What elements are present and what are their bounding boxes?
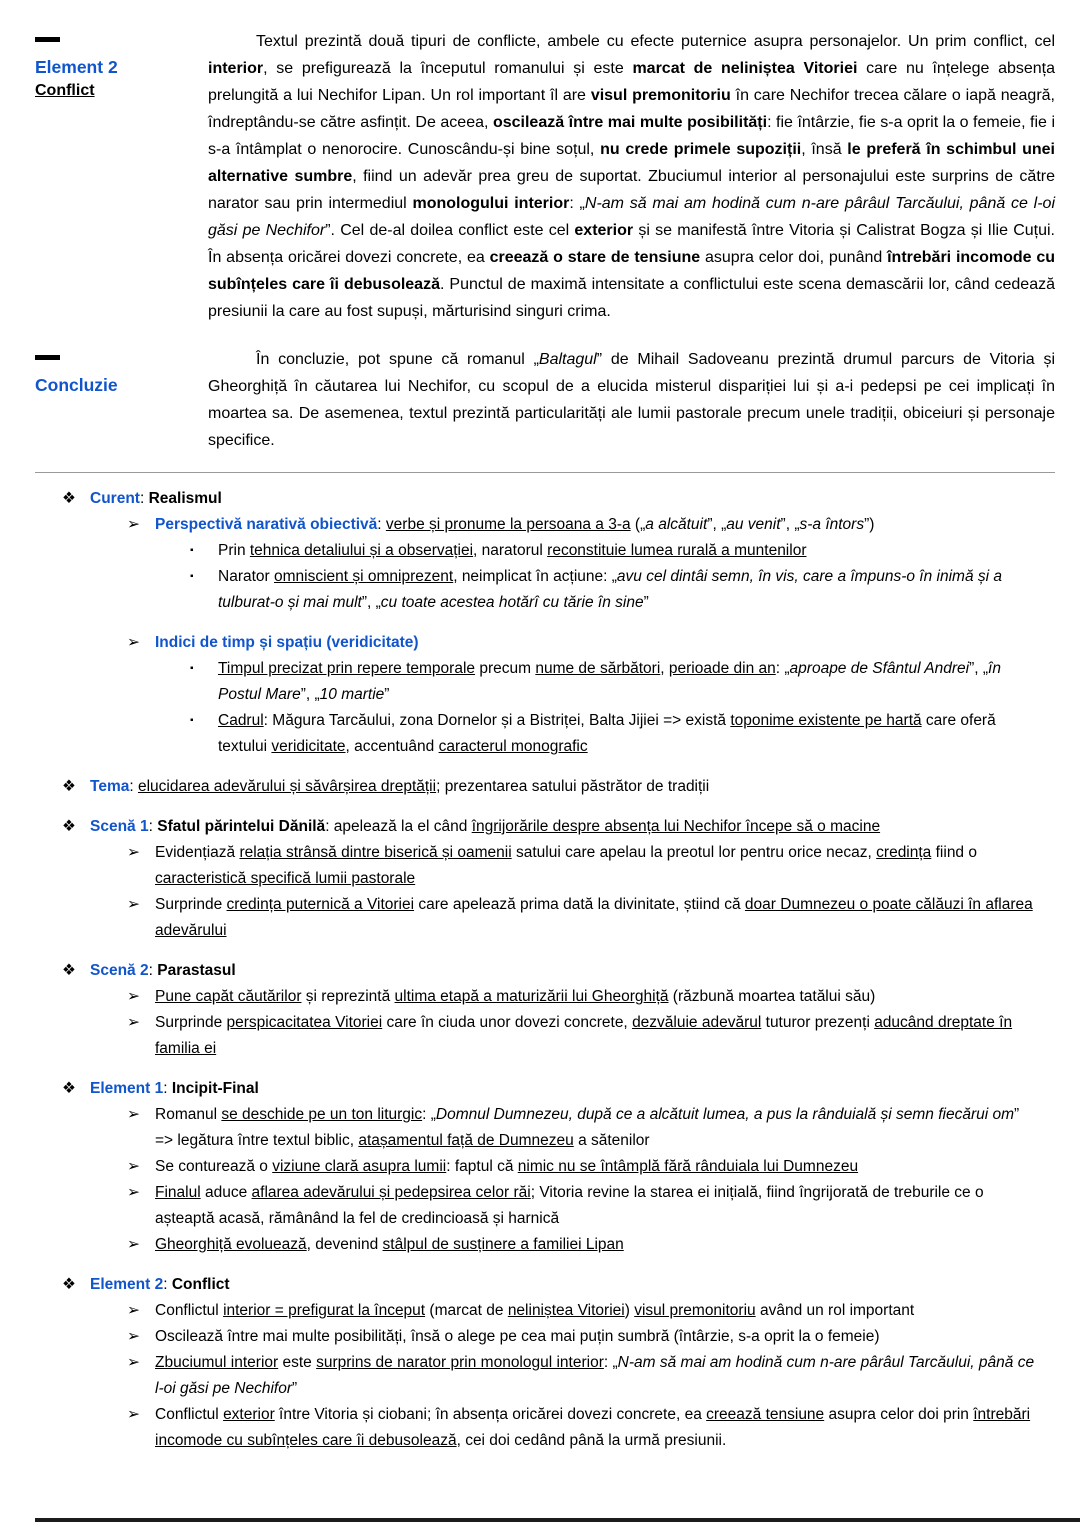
text-run: aduce — [200, 1184, 252, 1201]
outline-item-text — [90, 774, 1050, 800]
margin-dash-icon — [35, 37, 60, 42]
paragraph-column — [208, 28, 1055, 325]
arrow-bullet-icon: ➢ — [127, 844, 140, 861]
text-run: precum — [475, 660, 536, 677]
outline-item-text — [90, 486, 1050, 512]
text-run: : fie întârzie, fie s-a oprit la o femeie, fie i s-a întâmplat o nenorocire. Cunoscându-și bine soțul, — [208, 114, 1055, 158]
outline-item-text — [155, 630, 1050, 656]
text-run: care oferă textului — [218, 712, 996, 755]
text-run: : — [163, 1276, 172, 1293]
text-run: Prin — [218, 542, 250, 559]
text-run: în Postul Mare — [218, 660, 1001, 703]
outline-item-text — [155, 984, 1050, 1010]
text-run: ; prezentarea satului păstrător de tradiții — [436, 778, 710, 795]
text-run: interior — [208, 60, 264, 77]
text-run: („ — [630, 516, 646, 533]
text-run: în care Nechifor trecea călare o iapă neagră, îndreptându-se către asfințit. De aceea, — [208, 87, 1056, 131]
outline-item-text — [90, 958, 1050, 984]
outline-item — [0, 840, 1050, 892]
arrow-bullet-icon: ➢ — [127, 634, 140, 651]
outline-item — [0, 630, 1050, 656]
text-run: Gheorghiță evoluează — [155, 1236, 307, 1253]
text-run: se deschide pe un ton liturgic — [221, 1106, 423, 1123]
diamond-bullet-icon: ❖ — [62, 1080, 76, 1097]
outline-item-text — [155, 1180, 1050, 1232]
text-run: Narator — [218, 568, 274, 585]
text-run: Element 1 — [90, 1080, 164, 1097]
essay-section — [0, 0, 1080, 454]
text-run: : apelează la el când — [325, 818, 472, 835]
outline-item — [0, 1350, 1050, 1402]
text-run: elucidarea adevărului și săvârșirea dreptății — [137, 778, 437, 795]
outline-item-text — [155, 1350, 1050, 1402]
text-run: îngrijorările despre absența lui Nechifor începe să o macine — [471, 818, 881, 835]
text-run: surprins de narator prin monologul interior — [316, 1354, 604, 1371]
text-run: . Punctul de maximă intensitate a conflictului este scena demascării lor, când cedează presiunii la care au fost supuși, mărturisind singuri crima. — [208, 276, 1055, 320]
outline-item — [0, 656, 1050, 708]
outline-item-text — [155, 512, 1050, 538]
text-run: este — [278, 1354, 317, 1371]
arrow-bullet-icon: ➢ — [127, 1236, 140, 1253]
text-run: Parastasul — [157, 962, 236, 979]
outline-item-text — [155, 1154, 1050, 1180]
text-run: Timpul precizat prin repere temporale — [218, 660, 476, 677]
text-run: satului care apelau la preotul lor pentru orice necaz, — [511, 844, 877, 861]
text-run: avu cel dintâi semn, în vis, care a împuns-o în inimă și a tulburat-o și mai mult — [218, 568, 1002, 611]
text-run: (marcat de — [425, 1302, 508, 1319]
essay-block-conflict — [0, 28, 1055, 325]
outline-item-text — [155, 1232, 1050, 1258]
text-run: ”, „ — [361, 594, 381, 611]
square-bullet-icon: ▪ — [190, 715, 194, 726]
outline-item-text — [218, 656, 1050, 708]
text-run: N-am să mai am hodină cum n-are pârâul Tarcăului, până ce l-oi găsi pe Nechifor — [208, 195, 1056, 239]
outline-item — [0, 1402, 1050, 1454]
outline-item — [0, 814, 1050, 840]
text-run: tehnica detaliului și a observației — [249, 542, 474, 559]
outline-item — [0, 984, 1050, 1010]
text-run: : Măgura Tarcăului, zona Dornelor și a Bistriței, Balta Jijiei => există — [263, 712, 731, 729]
arrow-bullet-icon: ➢ — [127, 988, 140, 1005]
text-run: Baltagul — [538, 351, 597, 368]
outline-item — [0, 486, 1050, 512]
text-run: exterior — [574, 222, 634, 239]
square-bullet-icon: ▪ — [190, 663, 194, 674]
text-run: toponime existente pe hartă — [730, 712, 922, 729]
diamond-bullet-icon: ❖ — [62, 778, 76, 795]
text-run: care în ciuda unor dovezi concrete, — [382, 1014, 633, 1031]
text-run: având un rol important — [755, 1302, 915, 1319]
text-run: ”) — [864, 516, 875, 533]
text-run: Surprinde — [155, 896, 227, 913]
text-run: N-am să mai am hodină cum n-are pârâul Tarcăului, până ce l-oi găsi pe Nechifor — [155, 1354, 1035, 1397]
text-run: veridicitate — [271, 738, 346, 755]
text-run: Surprinde — [155, 1014, 227, 1031]
text-run: creează o stare de tensiune — [489, 249, 701, 266]
outline-item-text — [90, 1076, 1050, 1102]
text-run: tuturor prezenți — [761, 1014, 875, 1031]
text-run: Tema — [90, 778, 130, 795]
text-run: Domnul Dumnezeu, după ce a alcătuit lumea, a pus la rânduială și semn fiecărui om — [435, 1106, 1015, 1123]
text-run: Oscilează între mai multe posibilități, însă o alege pe cea mai puțin sumbră (întârzie, s-a oprit la o femeie) — [155, 1328, 880, 1345]
outline-item-text — [155, 1402, 1050, 1454]
text-run: : — [148, 818, 158, 835]
arrow-bullet-icon: ➢ — [127, 1406, 140, 1423]
text-run: și se manifestă între Vitoria și Calistrat Bogza și Ilie Cuțui. În absența oricărei dovezi concrete, ea — [208, 222, 1056, 266]
text-run: Indici de timp și spațiu (veridicitate) — [155, 634, 419, 651]
text-run: Conflict — [171, 1276, 230, 1293]
text-run: perioade din an — [668, 660, 776, 677]
text-run: ) — [624, 1302, 635, 1319]
outline-item — [0, 512, 1050, 538]
margin-note — [0, 28, 208, 325]
text-run: atașamentul față de Dumnezeu — [358, 1132, 574, 1149]
diamond-bullet-icon: ❖ — [62, 818, 76, 835]
text-run: Evidențiază — [155, 844, 240, 861]
text-run: : — [139, 490, 149, 507]
outline-item — [0, 958, 1050, 984]
text-run: Romanul — [155, 1106, 222, 1123]
text-run: oscilează între mai multe posibilități — [492, 114, 768, 131]
outline-item-text — [155, 1010, 1050, 1062]
square-bullet-icon: ▪ — [190, 545, 194, 556]
text-run: Finalul — [155, 1184, 201, 1201]
text-run: , accentuând — [345, 738, 439, 755]
text-run: Curent — [90, 490, 140, 507]
text-run: , devenind — [306, 1236, 383, 1253]
outline-item — [0, 1232, 1050, 1258]
diamond-bullet-icon: ❖ — [62, 962, 76, 979]
outline-item — [0, 892, 1050, 944]
outline-item — [0, 1324, 1050, 1350]
text-run: cu toate acestea hotărî cu tărie în sine — [380, 594, 644, 611]
text-run: , neimplicat în acțiune: „ — [453, 568, 617, 585]
text-run: 10 martie — [319, 686, 385, 703]
text-run: viziune clară asupra lumii — [272, 1158, 447, 1175]
text-run: ultima etapă a maturizării lui Gheorghiță — [394, 988, 669, 1005]
text-run: credința puternică a Vitoriei — [226, 896, 415, 913]
text-run: , se prefigurează la începutul romanului și este — [263, 60, 633, 77]
text-run: nume de sărbători — [535, 660, 661, 677]
page-bottom-rule — [35, 1518, 1080, 1522]
text-run: , însă — [801, 141, 848, 158]
margin-dash-icon — [35, 355, 60, 360]
text-run: : „ — [569, 195, 585, 212]
outline-item-text — [218, 708, 1050, 760]
text-run: , — [660, 660, 669, 677]
paragraph-column — [208, 346, 1055, 454]
text-run: Textul prezintă două tipuri de conflicte, ambele cu efecte puternice asupra personajelor. Un prim conflict, cel — [256, 33, 1055, 50]
text-run: care nu înțelege absența prelungită a lui Nechifor Lipan. Un rol important îl are — [208, 60, 1056, 104]
text-run: caracterul monografic — [438, 738, 588, 755]
text-run: : „ — [422, 1106, 436, 1123]
arrow-bullet-icon: ➢ — [127, 896, 140, 913]
text-run: între Vitoria și ciobani; în absența oricărei dovezi concrete, ea — [274, 1406, 707, 1423]
text-run: visul premonitoriu — [634, 1302, 756, 1319]
text-run: ”. Cel de-al doilea conflict este cel — [325, 222, 575, 239]
outline-item-text — [155, 840, 1050, 892]
arrow-bullet-icon: ➢ — [127, 1328, 140, 1345]
text-run: interior = prefigurat la început — [223, 1302, 426, 1319]
text-run: aducând dreptate în familia ei — [155, 1014, 1013, 1057]
essay-paragraph — [208, 346, 1055, 454]
outline-item — [0, 1154, 1050, 1180]
text-run: : — [129, 778, 138, 795]
text-run: monologului interior — [412, 195, 570, 212]
text-run: În concluzie, pot spune că romanul „ — [256, 351, 539, 368]
text-run: s-a întors — [799, 516, 865, 533]
outline-item — [0, 564, 1050, 616]
arrow-bullet-icon: ➢ — [127, 1354, 140, 1371]
outline-item-text — [155, 1102, 1050, 1154]
diamond-bullet-icon: ❖ — [62, 1276, 76, 1293]
text-run: caracteristică specifică lumii pastorale — [155, 870, 416, 887]
outline-item — [0, 1298, 1050, 1324]
text-run: creează tensiune — [706, 1406, 825, 1423]
text-run: ” de Mihail Sadoveanu prezintă drumul parcurs de Vitoria și Gheorghiță în căutarea lui Nechifor, cu scopul de a elucida misterul dispariției lui și a-i pedepsi pe cei implicați în moartea sa. De asemenea, textul prezintă particularități ale lumii pastorale precum unele tradiții, obiceiuri și personaje specifice. — [208, 351, 1056, 449]
margin-note-title: Concluzie — [35, 375, 118, 395]
outline-item-text — [218, 564, 1050, 616]
margin-note-title: Element 2 — [35, 57, 118, 77]
text-run: Realismul — [148, 490, 222, 507]
outline-item — [0, 1180, 1050, 1232]
text-run: omniscient și omniprezent — [274, 568, 454, 585]
arrow-bullet-icon: ➢ — [127, 1302, 140, 1319]
arrow-bullet-icon: ➢ — [127, 1106, 140, 1123]
text-run: asupra celor doi, punând — [700, 249, 888, 266]
text-run: ”, „ — [969, 660, 989, 677]
text-run: ” => legătura între textul biblic, — [155, 1106, 1020, 1149]
text-run: le preferă în schimbul unei alternative sumbre — [208, 141, 1055, 185]
text-run: , cei doi cedând până la urmă presiunii. — [456, 1432, 727, 1449]
text-run: ” — [384, 686, 390, 703]
text-run: Zbuciumul interior — [155, 1354, 279, 1371]
text-run: ” — [291, 1380, 298, 1397]
essay-paragraph — [208, 28, 1055, 325]
text-run: credința — [876, 844, 932, 861]
outline-item — [0, 1102, 1050, 1154]
text-run: aproape de Sfântul Andrei — [789, 660, 970, 677]
text-run: fiind o — [931, 844, 977, 861]
text-run: marcat de neliniștea Vitoriei — [632, 60, 858, 77]
outline-item-text — [90, 1272, 1050, 1298]
text-run: Pune capăt căutărilor — [155, 988, 302, 1005]
outline-item — [0, 1076, 1050, 1102]
text-run: Sfatul părintelui Dănilă — [157, 818, 326, 835]
text-run: întrebări incomode cu subînțeles care îi debusolează — [208, 249, 1056, 293]
text-run: Perspectivă narativă obiectivă — [155, 516, 378, 533]
arrow-bullet-icon: ➢ — [127, 516, 140, 533]
text-run: doar Dumnezeu o poate călăuzi în aflarea adevărului — [155, 896, 1033, 939]
text-run: exterior — [223, 1406, 275, 1423]
margin-note-subtitle: Conflict — [35, 82, 95, 99]
outline-item — [0, 1010, 1050, 1062]
text-run: ; Vitoria revine la starea ei inițială, fiind îngrijorată de treburile ce o așteaptă acasă, rămânând la fel de credincioasă și harnică — [155, 1184, 984, 1227]
outline-item-text — [155, 1298, 1050, 1324]
text-run: (răzbună moartea tatălui său) — [668, 988, 876, 1005]
outline-list — [0, 486, 1080, 1454]
text-run: Cadrul — [218, 712, 264, 729]
outline-item — [0, 708, 1050, 760]
text-run: Incipit-Final — [171, 1080, 259, 1097]
outline-item — [0, 538, 1050, 564]
text-run: relația strânsă dintre biserică și oamenii — [239, 844, 512, 861]
essay-block-conclusion — [0, 346, 1055, 454]
text-run: Conflictul — [155, 1302, 224, 1319]
arrow-bullet-icon: ➢ — [127, 1014, 140, 1031]
text-run: au venit — [726, 516, 781, 533]
text-run: nimic nu se întâmplă fără rânduiala lui Dumnezeu — [517, 1158, 859, 1175]
text-run: a alcătuit — [645, 516, 708, 533]
text-run: : faptul că — [446, 1158, 518, 1175]
outline-item-text — [90, 814, 1050, 840]
text-run: Conflictul — [155, 1406, 224, 1423]
arrow-bullet-icon: ➢ — [127, 1184, 140, 1201]
text-run: și reprezintă — [301, 988, 395, 1005]
text-run: Scenă 2 — [90, 962, 149, 979]
text-run: întrebări incomode cu subînțeles care îi debusolează — [155, 1406, 1031, 1449]
text-run: : „ — [603, 1354, 618, 1371]
text-run: , naratorul — [473, 542, 548, 559]
text-run: a sătenilor — [573, 1132, 650, 1149]
text-run: nu crede primele supoziții — [600, 141, 802, 158]
text-run: visul premonitoriu — [590, 87, 731, 104]
text-run: ”, „ — [300, 686, 320, 703]
outline-item — [0, 774, 1050, 800]
text-run: asupra celor doi prin — [824, 1406, 974, 1423]
outline-item-text — [155, 892, 1050, 944]
text-run: ” — [643, 594, 649, 611]
text-run: aflarea adevărului și pedepsirea celor răi — [251, 1184, 531, 1201]
text-run: neliniștea Vitoriei — [507, 1302, 625, 1319]
text-run: : — [377, 516, 386, 533]
text-run: perspicacitatea Vitoriei — [226, 1014, 383, 1031]
text-run: : „ — [775, 660, 790, 677]
text-run: ”, „ — [707, 516, 727, 533]
text-run: Element 2 — [90, 1276, 164, 1293]
outline-item — [0, 1272, 1050, 1298]
square-bullet-icon: ▪ — [190, 571, 194, 582]
text-run: ”, „ — [780, 516, 800, 533]
text-run: dezvăluie adevărul — [632, 1014, 762, 1031]
text-run: Se conturează o — [155, 1158, 273, 1175]
text-run: reconstituie lumea rurală a muntenilor — [547, 542, 807, 559]
arrow-bullet-icon: ➢ — [127, 1158, 140, 1175]
text-run: , fiind un adevăr prea greu de suportat. Zbuciumul interior al personajului este surprins de către narator sau prin intermediul — [208, 168, 1055, 212]
text-run: : — [163, 1080, 172, 1097]
text-run: Scenă 1 — [90, 818, 149, 835]
text-run: care apelează prima dată la divinitate, știind că — [414, 896, 745, 913]
text-run: : — [148, 962, 158, 979]
section-divider — [35, 472, 1055, 473]
outline-item-text — [155, 1324, 1050, 1350]
diamond-bullet-icon: ❖ — [62, 490, 76, 507]
text-run: verbe și pronume la persoana a 3-a — [385, 516, 631, 533]
text-run: stâlpul de susținere a familiei Lipan — [382, 1236, 624, 1253]
margin-note — [0, 346, 208, 454]
outline-item-text — [218, 538, 1050, 564]
